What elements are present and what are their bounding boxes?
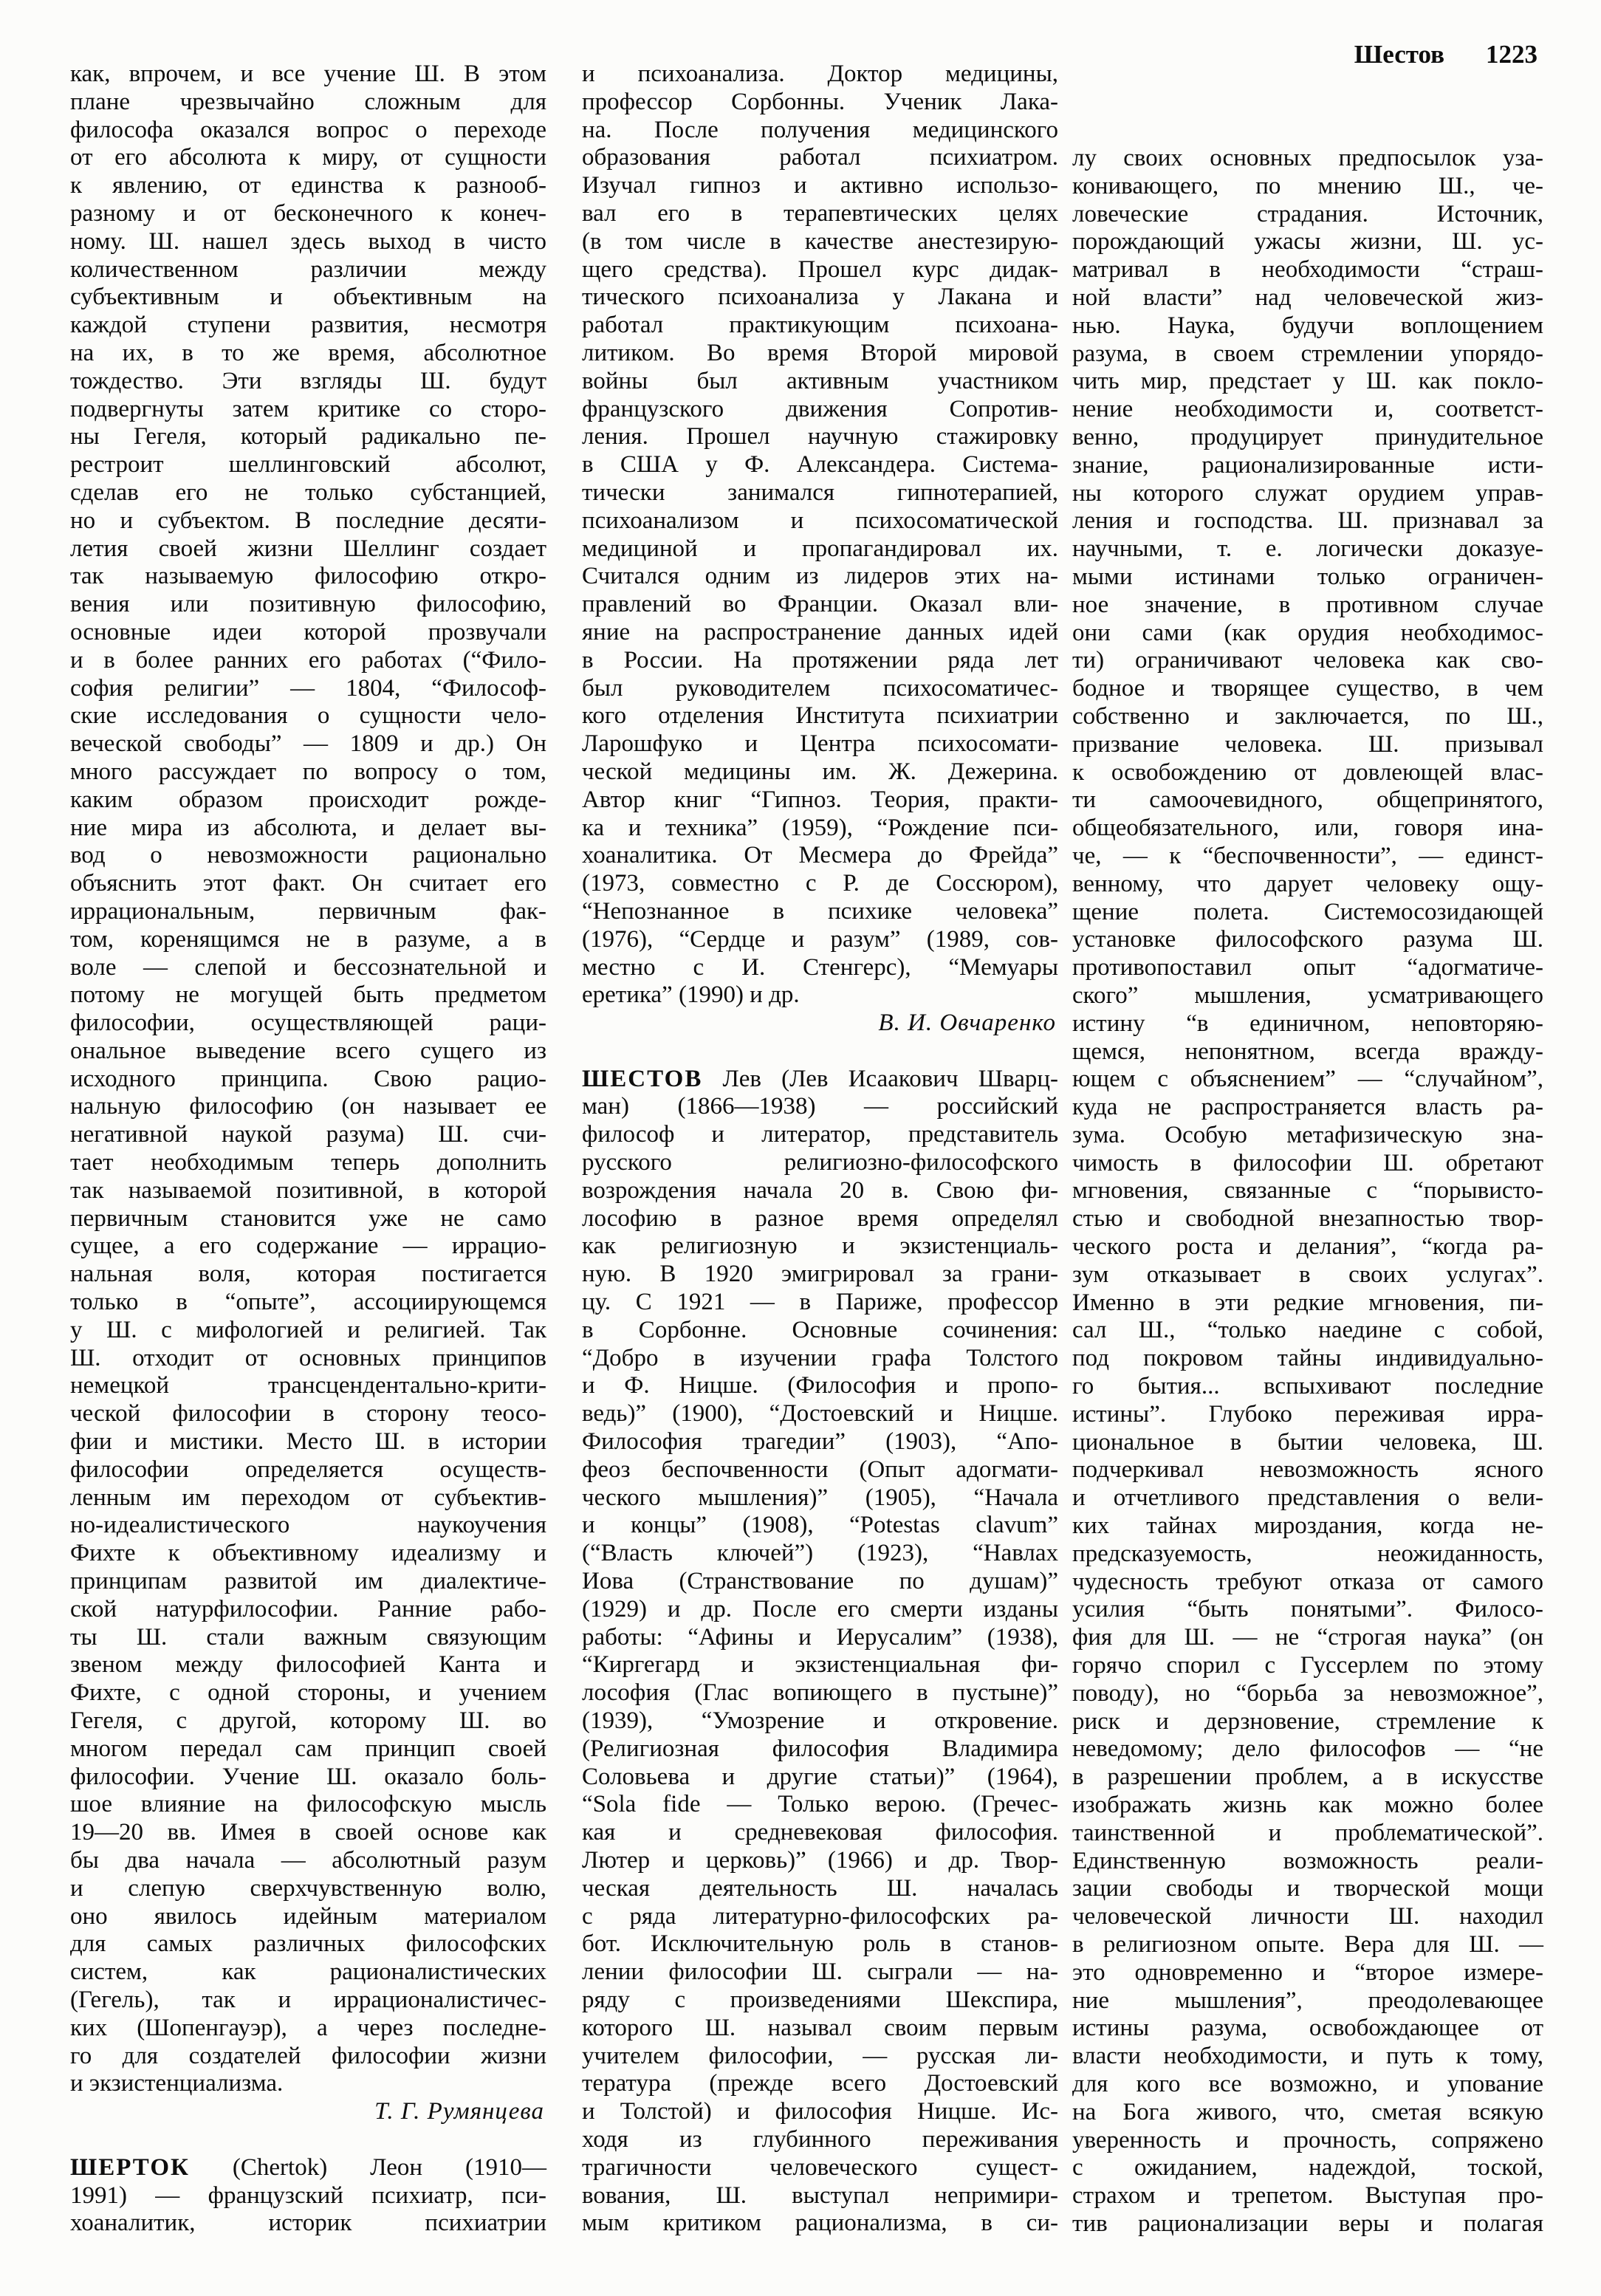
text-line: ческой медицины им. Ж. Дежерина. — [582, 758, 1058, 785]
text-line: и концы” (1908), “Potestas clavum” — [582, 1512, 1058, 1539]
text-line: циональное в бытии человека, Ш. — [1072, 1428, 1543, 1456]
text-line: тература (прежде всего Достоевский — [582, 2070, 1058, 2097]
text-line: на их, в то же время, абсолютное — [70, 339, 546, 366]
text-line: вования, Ш. выступал непримири- — [582, 2182, 1058, 2209]
text-line: ходя из глубинного переживания — [582, 2125, 1058, 2153]
text-line: правлений во Франции. Оказал вли- — [582, 591, 1058, 618]
text-line: воле — слепой и бессознательной и — [70, 953, 546, 981]
text-line: но и субъектом. В последние десяти- — [70, 507, 546, 534]
text-line: власти необходимости, и путь к тому, — [1072, 2043, 1543, 2070]
text-line: цу. С 1921 — в Париже, профессор — [582, 1289, 1058, 1316]
text-line: ШЕСТОВ Лев (Лев Исаакович Шварц- — [582, 1065, 1058, 1092]
text-line: стью и свободной внезапностью твор- — [1072, 1205, 1543, 1233]
running-head-title: Шестов — [1354, 40, 1444, 69]
text-line: ряду с произведениями Шекспира, — [582, 1986, 1058, 2013]
entry-шерток — [70, 2154, 546, 2238]
text-line: го для создателей философии жизни — [70, 2042, 546, 2069]
text-line: ны которого служат орудием управ- — [1072, 479, 1543, 507]
text-line: Фихте к объективному идеализму и — [70, 1540, 546, 1567]
text-line: и Толстой) и философия Ницше. Ис- — [582, 2098, 1058, 2125]
text-line: первичным становится уже не само — [70, 1204, 546, 1232]
text-line: тически занимался гипнотерапией, — [582, 479, 1058, 506]
text-line: Ларошфуко и Центра психосомати- — [582, 730, 1058, 758]
text-line: зации свободы и творческой мощи — [1072, 1875, 1543, 1902]
text-line: войны был активным участником — [582, 367, 1058, 394]
text-line: иррациональным, первичным фак- — [70, 897, 546, 925]
text-line: ную. В 1920 эмигрировал за грани- — [582, 1261, 1058, 1288]
text-line: много рассуждает по вопросу о том, — [70, 758, 546, 785]
text-line: нью. Наука, будучи воплощением — [1072, 312, 1543, 339]
text-line: немецкой трансцендентально-крити- — [70, 1372, 546, 1399]
text-line: от его абсолюта к миру, от сущности — [70, 144, 546, 171]
text-line: человеческой личности Ш. находил — [1072, 1903, 1543, 1930]
text-line: ющем с объяснением” — “случайном”, — [1072, 1066, 1543, 1093]
text-line: чить мир, предстает у Ш. как покло- — [1072, 368, 1543, 395]
text-line: истины”. Глубоко переживая ирра- — [1072, 1400, 1543, 1428]
text-line: ти самоочевидного, общепринятого, — [1072, 787, 1543, 814]
text-line: вал его в терапевтических целях — [582, 199, 1058, 227]
text-line: “Sola fide — Только верою. (Гречес- — [582, 1791, 1058, 1818]
text-line: веческой свободы” — 1809 и др.) Он — [70, 730, 546, 758]
text-line: работал практикующим психоана- — [582, 312, 1058, 339]
text-line: Лютер и церковь)” (1966) и др. Твор- — [582, 1847, 1058, 1874]
text-line: звеном между философией Канта и — [70, 1651, 546, 1679]
text-line: венному, что дарует человеку ощу- — [1072, 870, 1543, 897]
text-line: только в “опыте”, ассоциирующемся — [70, 1289, 546, 1316]
text-line: “Добро в изучении графа Толстого — [582, 1344, 1058, 1371]
text-line: ние мышления”, преодолевающее — [1072, 1987, 1543, 2014]
text-line: Философия трагедии” (1903), “Апо- — [582, 1428, 1058, 1456]
text-line: профессор Сорбонны. Ученик Лака- — [582, 88, 1058, 115]
text-line: Ш. отходит от основных принципов — [70, 1344, 546, 1371]
text-line: подвергнуты затем критике со сторо- — [70, 395, 546, 422]
text-line: к явлению, от единства к разнооб- — [70, 172, 546, 199]
text-line: Единственную возможность реали- — [1072, 1847, 1543, 1874]
text-line: это одновременно и “второе измере- — [1072, 1959, 1543, 1986]
text-line: (1929) и др. После его смерти изданы — [582, 1595, 1058, 1622]
text-line: ты Ш. стали важным связующим — [70, 1623, 546, 1651]
text-line: ские исследования о сущности чело- — [70, 702, 546, 730]
text-line: чимость в философии Ш. обретают — [1072, 1149, 1543, 1176]
text-line: как религиозную и экзистенциаль- — [582, 1233, 1058, 1260]
text-line: предсказуемость, неожиданность, — [1072, 1540, 1543, 1567]
text-line: фия для Ш. — не “строгая наука” (он — [1072, 1624, 1543, 1651]
text-line: лении философии Ш. сыграли — на- — [582, 1959, 1058, 1986]
text-line: тает необходимым теперь дополнить — [70, 1149, 546, 1176]
text-line: местно с И. Стенгерс), “Мемуары — [582, 953, 1058, 981]
entry-headword: ШЕСТОВ — [582, 1065, 703, 1092]
text-line: сущее, а его содержание — иррацио- — [70, 1233, 546, 1260]
text-line: нальную философию (он называет ее — [70, 1093, 546, 1120]
text-line: 19—20 вв. Имея в своей основе как — [70, 1819, 546, 1846]
text-line: призвание человека. Ш. призывал — [1072, 730, 1543, 758]
text-line: количественном различии между — [70, 256, 546, 283]
text-line: хоаналитик, историк психиатрии — [70, 2210, 546, 2237]
text-line: истину “в единичном, неповторяю- — [1072, 1010, 1543, 1037]
text-line: лософия (Глас вопиющего в пустыне)” — [582, 1679, 1058, 1707]
text-line: и слепую сверхчувственную волю, — [70, 1874, 546, 1902]
text-line: бот. Исключительную роль в станов- — [582, 1930, 1058, 1958]
text-line: к освобождению от довлеющей влас- — [1072, 758, 1543, 786]
text-line: научными, т. е. логически доказуе- — [1072, 535, 1543, 563]
text-line: плане чрезвычайно сложным для — [70, 88, 546, 115]
text-line: вения или позитивную философию, — [70, 591, 546, 618]
text-line: зума. Особую метафизическую зна- — [1072, 1121, 1543, 1148]
running-head-page-number: 1223 — [1486, 40, 1537, 69]
text-line: ческой философии в сторону теосо- — [70, 1400, 546, 1428]
text-line: установке философского разума Ш. — [1072, 926, 1543, 953]
text-line: Изучал гипноз и активно использо- — [582, 172, 1058, 199]
text-line: (1973, совместно с Р. де Соссюром), — [582, 870, 1058, 897]
text-line: кая и средневековая философия. — [582, 1819, 1058, 1846]
text-line: в религиозном опыте. Вера для Ш. — — [1072, 1931, 1543, 1958]
text-line: хоаналитика. От Месмера до Фрейда” — [582, 842, 1058, 869]
text-line: ти) ограничивают человека как сво- — [1072, 647, 1543, 674]
text-line: (Религиозная философия Владимира — [582, 1735, 1058, 1762]
text-line: учителем философии, — русская ли- — [582, 2042, 1058, 2069]
text-line: ческая деятельность Ш. началась — [582, 1874, 1058, 1902]
text-line: так называемую философию откро- — [70, 563, 546, 590]
text-line: неведомому; дело философов — “не — [1072, 1735, 1543, 1763]
text-line: таинственной и проблематической”. — [1072, 1819, 1543, 1846]
text-line: чудесность требуют отказа от самого — [1072, 1568, 1543, 1595]
text-line: фии и мистики. Место Ш. в истории — [70, 1428, 546, 1456]
text-line: философии, осуществляющей раци- — [70, 1010, 546, 1037]
text-line: для самых различных философских — [70, 1930, 546, 1958]
text-line: ман) (1866—1938) — российский — [582, 1093, 1058, 1120]
text-line: яние на распространение данных идей — [582, 618, 1058, 645]
text-line: истины разума, освобождающее от — [1072, 2015, 1543, 2042]
text-line: ческого мышления)” (1905), “Начала — [582, 1484, 1058, 1511]
text-line: Считался одним из лидеров этих на- — [582, 563, 1058, 590]
text-line: ких тайнах мироздания, когда не- — [1072, 1512, 1543, 1540]
text-line: под покровом тайны индивидуально- — [1072, 1345, 1543, 1372]
text-line: многом передал сам принцип своей — [70, 1735, 546, 1762]
column-1 — [70, 61, 546, 2238]
author-signature: В. И. Овчаренко — [878, 1010, 1056, 1037]
text-line: “Киргегард и экзистенциальная фи- — [582, 1651, 1058, 1679]
text-line: ной власти” над человеческой жиз- — [1072, 284, 1543, 311]
text-line: возрождения начала 20 в. Свою фи- — [582, 1176, 1058, 1204]
text-line: французского движения Сопротив- — [582, 395, 1058, 422]
text-line: уверенность и прочность, сопряжено — [1072, 2126, 1543, 2153]
text-line: ления. Прошел научную стажировку — [582, 423, 1058, 450]
text-line: Гегеля, с другой, которому Ш. во — [70, 1707, 546, 1735]
text-line: бы два начала — абсолютный разум — [70, 1847, 546, 1874]
text-line: че, — к “беспочвенности”, — единст- — [1072, 842, 1543, 869]
text-line: летия своей жизни Шеллинг создает — [70, 535, 546, 562]
text-line: исходного принципа. Свою рацио- — [70, 1065, 546, 1092]
text-line: потому не могущей быть предметом — [70, 981, 546, 1009]
body-block — [1072, 145, 1543, 2238]
entry-шестов — [582, 1066, 1058, 2238]
text-line: философии определяется осуществ- — [70, 1456, 546, 1483]
text-line: куда не распространяется власть ра- — [1072, 1094, 1543, 1121]
text-line: (“Власть ключей”) (1923), “Навлах — [582, 1540, 1058, 1567]
text-line: каким образом происходит рожде- — [70, 786, 546, 813]
running-head — [1041, 40, 1537, 69]
text-line: щего средства). Прошел курс дидак- — [582, 256, 1058, 283]
text-line: знание, рационализированные исти- — [1072, 451, 1543, 479]
text-line: венно, продуцирует принудительное — [1072, 423, 1543, 450]
text-line: го бытия... вспыхивают последние — [1072, 1373, 1543, 1400]
text-line: матривал в необходимости “страш- — [1072, 256, 1543, 284]
text-line: общеобязательного, или, говоря ина- — [1072, 815, 1543, 842]
text-line: у Ш. с мифологией и религией. Так — [70, 1316, 546, 1343]
text-line: Именно в эти редкие мгновения, пи- — [1072, 1289, 1543, 1316]
column-3 — [1072, 145, 1543, 2238]
text-line: но-идеалистического наукоучения — [70, 1512, 546, 1539]
text-line: разному и от бесконечного к конеч- — [70, 199, 546, 227]
text-line: усилия “быть понятыми”. Филосо- — [1072, 1596, 1543, 1623]
text-line: щение полета. Системосозидающей — [1072, 898, 1543, 925]
text-line: как, впрочем, и все учение Ш. В этом — [70, 61, 546, 87]
text-line: ШЕРТОК (Chertok) Леон (1910— — [70, 2153, 546, 2181]
text-line: еретика” (1990) и др. — [582, 981, 800, 1009]
text-line: феоз беспочвенности (Опыт адогмати- — [582, 1456, 1058, 1483]
text-line: ческого роста и делания”, “когда ра- — [1072, 1233, 1543, 1261]
text-line: мым критиком рационализма, в си- — [582, 2210, 1058, 2237]
text-line: мгновения, связанные с “порывисто- — [1072, 1177, 1543, 1204]
text-line: в США у Ф. Александера. Система- — [582, 451, 1058, 479]
text-line: систем, как рационалистических — [70, 1959, 546, 1986]
text-line: риск и дерзновение, стремление к — [1072, 1707, 1543, 1735]
text-line: подчеркивал невозможность ясного — [1072, 1456, 1543, 1484]
text-line: для кого все возможно, и упование — [1072, 2070, 1543, 2097]
text-line: так называемой позитивной, в которой — [70, 1176, 546, 1204]
text-line: лу своих основных предпосылок уза- — [1072, 145, 1543, 171]
text-line: горячо спорил с Гуссерлем по этому — [1072, 1652, 1543, 1679]
text-line: которого Ш. называл своим первым — [582, 2014, 1058, 2041]
text-line: лософию в разное время определял — [582, 1204, 1058, 1232]
text-line: рестроит шеллинговский абсолют, — [70, 451, 546, 479]
text-line: и психоанализа. Доктор медицины, — [582, 61, 1058, 87]
text-line: 1991) — французский психиатр, пси- — [70, 2182, 546, 2209]
text-line: собственно и заключается, по Ш., — [1072, 702, 1543, 730]
text-line: нение необходимости и, соответст- — [1072, 396, 1543, 423]
text-line: субъективным и объективным на — [70, 284, 546, 311]
text-line: сделав его не только субстанцией, — [70, 479, 546, 506]
text-line: философ и литератор, представитель — [582, 1121, 1058, 1148]
text-line: и Ф. Ницше. (Философия и пропо- — [582, 1372, 1058, 1399]
text-line: шое влияние на философскую мысль — [70, 1791, 546, 1818]
text-line: психоанализом и психосоматической — [582, 507, 1058, 534]
text-line: ловеческие страдания. Источник, — [1072, 200, 1543, 227]
text-line: ны Гегеля, который радикально пе- — [70, 423, 546, 450]
text-line: Соловьева и другие статьи)” (1964), — [582, 1763, 1058, 1790]
text-line: вод о невозможности рационально — [70, 842, 546, 869]
text-line: тождество. Эти взгляды Ш. будут — [70, 367, 546, 394]
body-block — [582, 61, 1058, 1010]
text-line: и отчетливого представления о вели- — [1072, 1484, 1543, 1512]
text-line: ких (Шопенгауэр), а через последне- — [70, 2014, 546, 2041]
text-line: русского религиозно-философского — [582, 1149, 1058, 1176]
text-line: на Бога живого, что, сметая всякую — [1072, 2098, 1543, 2125]
text-line: ка и техника” (1959), “Рождение пси- — [582, 814, 1058, 841]
text-line: зум отказывает в своих услугах”. — [1072, 1261, 1543, 1288]
text-line: нальная воля, которая постигается — [70, 1261, 546, 1288]
text-line: негативной наукой разума) Ш. счи- — [70, 1121, 546, 1148]
entry-headword: ШЕРТОК — [70, 2153, 190, 2181]
text-line: ние мира из абсолюта, и делает вы- — [70, 814, 546, 841]
text-line: они сами (как орудия необходимос- — [1072, 619, 1543, 646]
author-signature: Т. Г. Румянцева — [374, 2098, 544, 2125]
text-line: (1976), “Сердце и разум” (1989, сов- — [582, 925, 1058, 953]
text-line: (Гегель), так и иррационалистичес- — [70, 1986, 546, 2013]
text-line: работы: “Афины и Иерусалим” (1938), — [582, 1623, 1058, 1651]
text-line: объяснить этот факт. Он считает его — [70, 870, 546, 897]
text-line: тического психоанализа у Лакана и — [582, 284, 1058, 311]
text-line: изображать жизнь как можно более — [1072, 1792, 1543, 1819]
text-line: Фихте, с одной стороны, и учением — [70, 1679, 546, 1707]
text-line: бодное и творящее существо, в чем — [1072, 675, 1543, 702]
text-line: ленным им переходом от субъектив- — [70, 1484, 546, 1511]
column-2 — [582, 61, 1058, 2238]
text-line: на. После получения медицинского — [582, 116, 1058, 143]
text-line: оно явилось идейным материалом — [70, 1902, 546, 1930]
text-line: в разрешении проблем, а в искусстве — [1072, 1764, 1543, 1791]
text-line: и в более ранних его работах (“Фило- — [70, 646, 546, 674]
text-line: философа оказался вопрос о переходе — [70, 116, 546, 143]
body-block — [70, 61, 546, 2098]
text-line: Иова (Странствование по душам)” — [582, 1568, 1058, 1595]
text-line: в России. На протяжении ряда лет — [582, 646, 1058, 674]
text-line: с ряда литературно-философских ра- — [582, 1902, 1058, 1930]
text-line: порождающий ужасы жизни, Ш. ус- — [1072, 228, 1543, 256]
text-line: в Сорбонне. Основные сочинения: — [582, 1316, 1058, 1343]
text-line: был руководителем психосоматичес- — [582, 674, 1058, 702]
text-line: каждой ступени развития, несмотря — [70, 312, 546, 339]
text-line: принципам развитой им диалектиче- — [70, 1568, 546, 1595]
text-line: литиком. Во время Второй мировой — [582, 339, 1058, 366]
text-line: (1939), “Умозрение и откровение. — [582, 1707, 1058, 1735]
text-line: трагичности человеческого сущест- — [582, 2153, 1058, 2181]
text-line: ное значение, в противном случае — [1072, 591, 1543, 618]
text-line: философии. Учение Ш. оказало боль- — [70, 1763, 546, 1790]
text-line: “Непознанное в психике человека” — [582, 897, 1058, 925]
text-line: тив рационализации веры и полагая — [1072, 2210, 1543, 2237]
text-line: разума, в своем стремлении упорядо- — [1072, 340, 1543, 367]
text-line: том, коренящимся не в разуме, а в — [70, 925, 546, 953]
text-line: сал Ш., “только наедине с собой, — [1072, 1317, 1543, 1344]
text-line: страхом и трепетом. Выступая про- — [1072, 2182, 1543, 2210]
text-line: основные идеи которой прозвучали — [70, 618, 546, 645]
text-line: поводу), но “борьба за невозможное”, — [1072, 1679, 1543, 1707]
text-line: щемся, непонятном, всегда вражду- — [1072, 1038, 1543, 1065]
text-line: мыми истинами только ограничен- — [1072, 563, 1543, 590]
text-line: (в том числе в качестве анестезирую- — [582, 227, 1058, 255]
text-line: Автор книг “Гипноз. Теория, практи- — [582, 786, 1058, 813]
text-line: с ожиданием, надеждой, тоской, — [1072, 2154, 1543, 2182]
text-line: ведь)” (1900), “Достоевский и Ницше. — [582, 1400, 1058, 1428]
text-line: противопоставил опыт “адогматиче- — [1072, 954, 1543, 981]
text-line: конивающего, по мнению Ш., че- — [1072, 172, 1543, 199]
text-line: ональное выведение всего сущего из — [70, 1037, 546, 1064]
text-line: ской натурфилософии. Ранние рабо- — [70, 1595, 546, 1622]
text-line: ского” мышления, усматривающего — [1072, 981, 1543, 1009]
text-line: и экзистенциализма. — [70, 2070, 284, 2097]
text-line: ному. Ш. нашел здесь выход в чисто — [70, 227, 546, 255]
text-line: образования работал психиатром. — [582, 144, 1058, 171]
text-line: кого отделения Института психиатрии — [582, 702, 1058, 730]
text-line: медициной и пропагандировал их. — [582, 535, 1058, 562]
text-line: ления и господства. Ш. признавал за — [1072, 507, 1543, 535]
text-line: софия религии” — 1804, “Философ- — [70, 674, 546, 702]
